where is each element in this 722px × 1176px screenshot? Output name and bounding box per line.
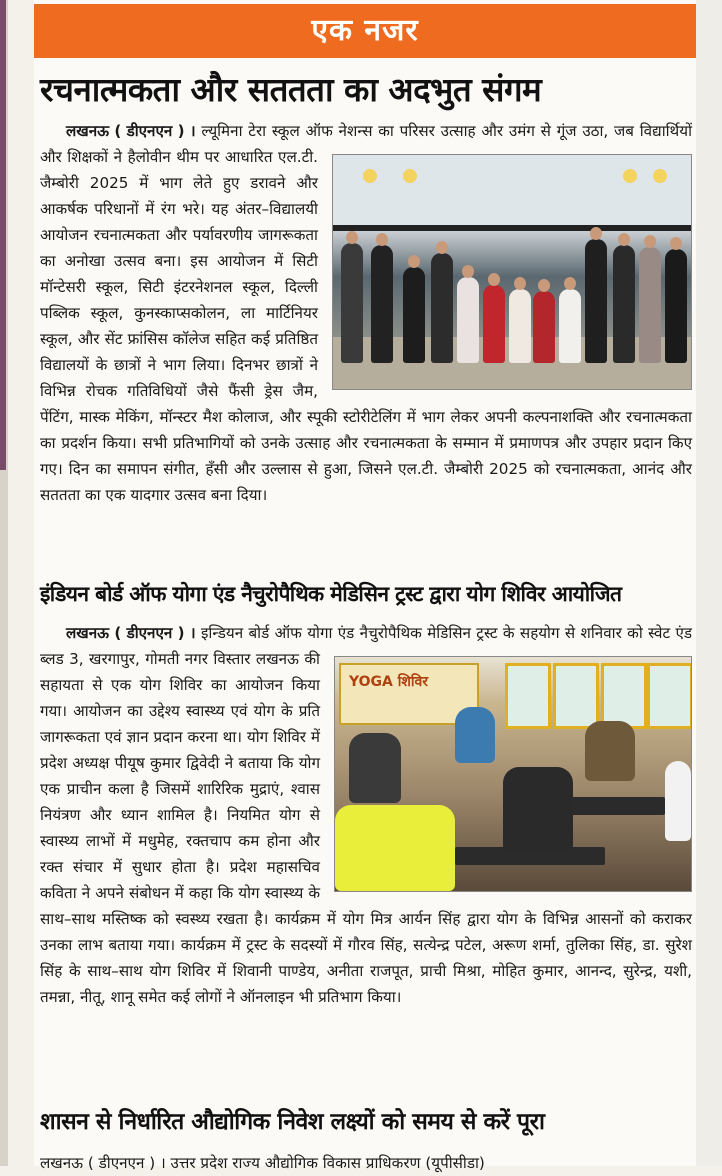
group-member [613, 245, 635, 363]
article1-photo [332, 154, 692, 390]
group-member [431, 253, 453, 363]
group-member [509, 289, 531, 363]
article2-headline: इंडियन बोर्ड ऑफ योगा एंड नैचुरोपैथिक मेडिसिन ट्रस्ट द्वारा योग शिविर आयोजित [40, 582, 622, 606]
photo-window [553, 663, 599, 729]
article1-dateline: लखनऊ ( डीएनएन ) । [66, 122, 196, 140]
article1-headline: रचनात्मकता और सततता का अदभुत संगम [40, 70, 542, 109]
adjacent-page-edge-left [0, 0, 8, 1166]
lantern [363, 169, 377, 183]
lantern [623, 169, 637, 183]
article2-text-first: इन्डियन बोर्ड ऑफ योगा एंड नैचुरोपैथिक मेडिसिन ट्रस्ट के [200, 624, 520, 642]
article1-text-rest: जब विद्यार्थियों और शिक्षकों ने हैलोवीन थीम पर आधारित एल.टी. जैम्बोरी 2025 में भाग लेते हुए डरावने और आकर्षक परिधानों में रंग भरे। यह अंतर–विद्यालयी आयोजन रचनात्मकता और पर्यावरणीय जागरूकता का अनोखा उत्सव बना। इस आयोजन में सिटी मॉन्टेसरी स्कूल, सिटी इंटरनेशनल स्कूल, दिल्ली पब्लिक स्कूल, कुनस्काप्सकोलन, ला मार्टिनियर स्कूल, और सेंट फ्रांसिस कॉलेज सहित कई प्रतिष्ठित विद्यालयों के छात्रों ने भाग लिया। दिनभर छात्रों ने विभिन्न रोचक गतिविधियों जैसे फैंसी ड्रेस जैम, पेंटिंग, मास्क मेकिंग, मॉन्स्टर मैश कोलाज, और स्पूकी स्टोरीटेलिंग में भाग लेकर अपनी कल्पनाशक्ति और रचनात्मकता का प्रदर्शन किया। सभी प्रतिभागियों को उनके उत्साह और रचनात्मकता के सम्मान में प्रमाणपत्र और उपहार प्रदान किए गए। दिन का समापन संगीत, हँसी और उल्लास से हुआ, जिसने एल.टी. जैम्बोरी 2025 को रचनात्मकता, आनंद और सततता का एक यादगार उत्सव बना दिया। [40, 122, 693, 504]
article2-body [40, 620, 692, 1010]
adjacent-page-edge-right [696, 0, 722, 1166]
photo-window [505, 663, 551, 729]
lantern [653, 169, 667, 183]
article3-partial-line: लखनऊ ( डीएनएन ) । उत्तर प्रदेश राज्य औद्योगिक विकास प्राधिकरण (यूपीसीडा) [40, 1154, 485, 1172]
group-member [533, 291, 555, 363]
group-member [639, 247, 661, 363]
news-column [34, 0, 696, 1172]
participant [585, 721, 635, 781]
group-member [371, 245, 393, 363]
article1-text-first: ल्यूमिना टेरा स्कूल ऑफ नेशन्स का परिसर उत्साह और उमंग से गूंज उठा, [201, 122, 615, 140]
participant [665, 761, 691, 841]
photo-railing [333, 225, 691, 231]
group-member [403, 267, 425, 363]
article1-body [40, 118, 692, 508]
group-member [559, 289, 581, 363]
lantern [403, 169, 417, 183]
group-member [457, 277, 479, 363]
group-member [483, 285, 505, 363]
group-member [585, 239, 607, 363]
photo-window [647, 663, 692, 729]
group-member [341, 243, 363, 363]
section-banner: एक नजर [34, 4, 696, 58]
adjacent-photo-strip [0, 0, 6, 470]
participant [335, 805, 455, 891]
article2-photo [334, 656, 692, 892]
photo-window [601, 663, 647, 729]
article2-text-rest: सहयोग से शनिवार को स्वेट एंड ब्लड 3, खरगापुर, गोमती नगर विस्तार लखनऊ की सहायता से एक योग शिविर का आयोजन किया गया। आयोजन का उद्देश्य स्वास्थ्य एवं योग के प्रति जागरूकता एवं ज्ञान प्रदान करना था। योग शिविर में प्रदेश अध्यक्ष पीयूष कुमार द्विवेदी ने बताया कि योग एक प्राचीन कला है जिसमें शारिरिक मुद्राएं, श्वास नियंत्रण और ध्यान शामिल है। नियमित योग से स्वास्थ्य लाभों में मधुमेह, रक्तचाप कम होना और रक्त संचार में सुधार होता है। प्रदेश महासचिव कविता ने अपने संबोधन में कहा कि योग स्वास्थ्य के साथ–साथ मस्तिष्क को स्वस्थ्य रखता है। कार्यक्रम में योग मित्र आर्यन सिंह द्वारा योग के विभिन्न आसनों को कराकर उनका लाभ बताया गया। कार्यक्रम में ट्रस्ट के सदस्यों में गौरव सिंह, सत्येन्द्र पटेल, अरूण शर्मा, तुलिका सिंह, डा. सुरेश सिंह के साथ–साथ योग शिविर में शिवानी पाण्डेय, अनीता राजपूत, प्राची मिश्रा, मोहित कुमार, आनन्द, सुरेन्द्र, यशी, तमन्ना, नीतू, शानू समेत कई लोगों ने ऑनलाइन भी प्रतिभाग किया। [40, 624, 693, 1006]
article2-dateline: लखनऊ ( डीएनएन ) । [66, 624, 196, 642]
article3-headline: शासन से निर्धारित औद्योगिक निवेश लक्ष्यों को समय से करें पूरा [40, 1109, 545, 1135]
group-member [665, 249, 687, 363]
participant [349, 733, 401, 803]
participant [503, 767, 573, 853]
photo-yoga-banner: YOGA शिविर [339, 663, 479, 725]
photo-sky [333, 155, 691, 225]
participant [455, 707, 495, 763]
